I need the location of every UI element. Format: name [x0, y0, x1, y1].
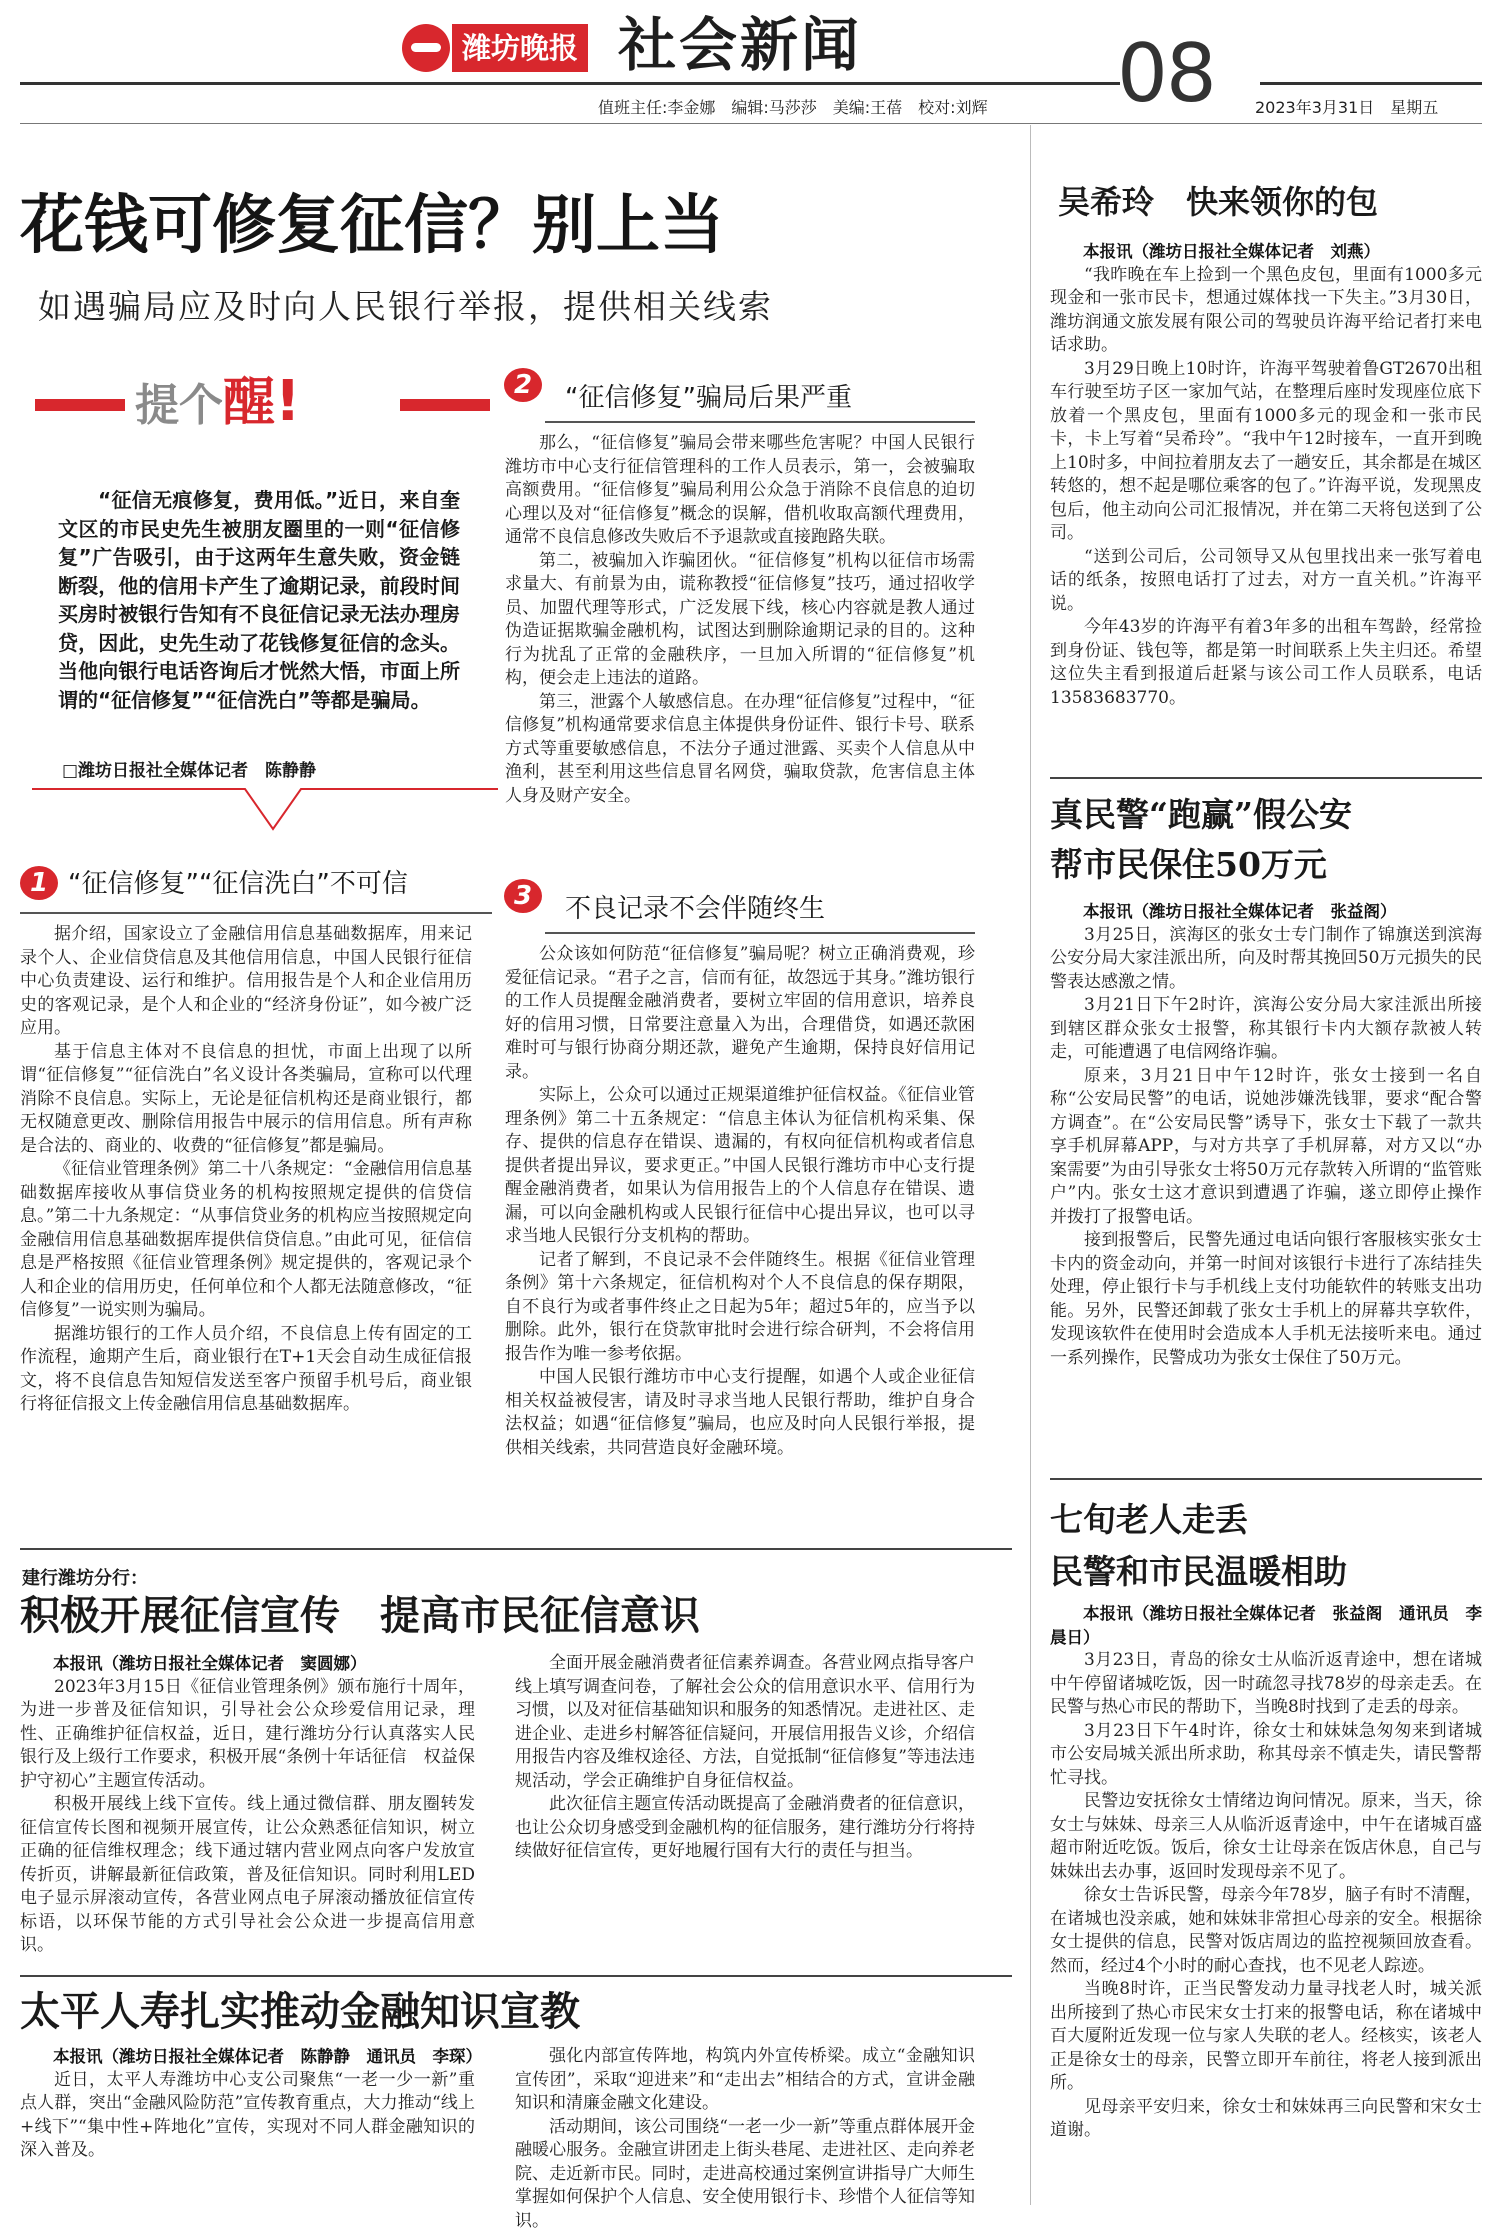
wu-byline: 本报讯（潍坊日报社全媒体记者 刘燕） [1050, 240, 1482, 264]
paragraph: 3月29日晚上10时许，许海平驾驶着鲁GT2670出租车行驶至坊子区一家加气站，在整理后座时发现座位底下放着一个黑皮包，里面有1000多元的现金和一张市民卡，卡上写着“吴希玲”。“我中午12时接车，一直开到晚上10时多，中间拉着朋友去了一趟安丘，其余都是在城区转悠的，想不起是哪位乘客的包了。”许海平说，发现黑皮包后，他主动向公司汇报情况，并在第二天将包送到了公司。 [1050, 358, 1482, 546]
issue-date: 2023年3月31日 星期五 [1255, 95, 1438, 118]
paragraph: 实际上，公众可以通过正规渠道维护征信权益。《征信业管理条例》第二十五条规定：“信息主体认为征信机构采集、保存、提供的信息存在错误、遗漏的，有权向征信机构或者信息提供者提出异议，要求更正。”中国人民银行潍坊市中心支行提醒金融消费者，如果认为信用报告上的个人信息存在错误、遗漏，可以向金融机构或人民银行征信中心提出异议，也可以寻求当地人民银行分支机构的帮助。 [505, 1084, 975, 1249]
paragraph: 强化内部宣传阵地，构筑内外宣传桥梁。成立“金融知识宣传团”，采取“迎进来”和“走出去”相结合的方式，宣讲金融知识和清廉金融文化建设。 [515, 2045, 975, 2116]
paragraph: 据潍坊银行的工作人员介绍，不良信息上传有固定的工作流程，逾期产生后，商业银行在T+1天会自动生成征信报文，将不良信息告知短信发送至客户预留手机号后，商业银行将征信报文上传金融信用信息基础数据库。 [20, 1323, 472, 1417]
staff-line: 值班主任:李金娜 编辑:马莎莎 美编:王蓓 校对:刘辉 [598, 95, 988, 118]
taiping-body-col-1 [20, 2045, 475, 2209]
column-divider [1030, 125, 1031, 2205]
reminder-mark: ! [275, 369, 301, 434]
paragraph: 基于信息主体对不良信息的担忧，市面上出现了以所谓“征信修复”“征信洗白”名义设计各类骗局，宣称可以代理消除不良信息。实际上，无论是征信机构还是商业银行，都无权随意更改、删除信用报告中展示的信用信息。所有声称是合法的、商业的、收费的“征信修复”都是骗局。 [20, 1041, 472, 1159]
paragraph: “我昨晚在车上捡到一个黑色皮包，里面有1000多元现金和一张市民卡，想通过媒体找一下失主。”3月30日，潍坊润通文旅发展有限公司的驾驶员许海平给记者打来电话求助。 [1050, 264, 1482, 358]
paragraph: 公众该如何防范“征信修复”骗局呢？树立正确消费观，珍爱征信记录。“君子之言，信而有征，故怨远于其身。”潍坊银行的工作人员提醒金融消费者，要树立牢固的信用意识，培养良好的信用习惯，日常要注意量入为出，合理借贷，如遇还款困难时可与银行协商分期还款，避免产生逾期，保持良好信用记录。 [505, 943, 975, 1084]
paragraph: 那么，“征信修复”骗局会带来哪些危害呢？中国人民银行潍坊市中心支行征信管理科的工作人员表示，第一，会被骗取高额费用。“征信修复”骗局利用公众急于消除不良信息的迫切心理以及对“征信修复”概念的误解，借机收取高额代理费用，通常不良信息修改失败后不予退款或直接跑路失联。 [505, 432, 975, 550]
taiping-byline: 本报讯（潍坊日报社全媒体记者 陈静静 通讯员 李琛） [20, 2045, 475, 2069]
lead-headline: 花钱可修复征信？别上当 [20, 186, 724, 266]
taiping-body-col-2 [515, 2045, 975, 2209]
section-title: 社会新闻 [618, 10, 862, 80]
paragraph: 积极开展线上线下宣传。线上通过微信群、朋友圈转发征信宣传长图和视频开展宣传，让公众熟悉征信知识，树立正确的征信维权理念；线下通过辖内营业网点向客户发放宣传折页，讲解最新征信政策，普及征信知识。同时利用LED电子显示屏滚动宣传，各营业网点电子屏滚动播放征信宣传标语，以环保节能的方式引导社会公众进一步提高信用意识。 [20, 1793, 475, 1958]
paragraph: 接到报警后，民警先通过电话向银行客服核实张女士卡内的资金动向，并第一时间对该银行卡进行了冻结挂失处理，停止银行卡与手机线上支付功能软件的转账支出功能。另外，民警还卸载了张女士手机上的屏幕共享软件，发现该软件在使用时会造成本人手机无法接听来电。通过一系列操作，民警成功为张女士保住了50万元。 [1050, 1229, 1482, 1370]
wu-headline: 吴希玲 快来领你的包 [1058, 180, 1378, 224]
paragraph: 3月23日，青岛的徐女士从临沂返青途中，想在诸城中午停留诸城吃饭，因一时疏忽寻找78岁的母亲走丢。在民警与热心市民的帮助下，当晚8时找到了走丢的母亲。 [1050, 1649, 1482, 1720]
paragraph: 中国人民银行潍坊市中心支行提醒，如遇个人或企业征信相关权益被侵害，请及时寻求当地人民银行帮助，维护自身合法权益；如遇“征信修复”骗局，也应及时向人民银行举报，提供相关线索，共同营造良好金融环境。 [505, 1366, 975, 1460]
reminder-bar-left [35, 399, 125, 411]
jianhang-body-col-1 [20, 1652, 475, 1978]
section-3-number: 3 [504, 879, 542, 913]
article-divider [1050, 1478, 1482, 1480]
paragraph: 2023年3月15日《征信业管理条例》颁布施行十周年，为进一步普及征信知识，引导社会公众珍爱信用记录，理性、正确维护征信权益，近日，建行潍坊分行认真落实人民银行及上级行工作要求，积极开展“条例十年话征信 权益保护守初心”主题宣传活动。 [20, 1676, 475, 1794]
article-divider [1050, 777, 1482, 779]
paragraph: 3月23日下午4时许，徐女士和妹妹急匆匆来到诸城市公安局城关派出所求助，称其母亲不慎走失，请民警帮忙寻找。 [1050, 1720, 1482, 1791]
paragraph: “送到公司后，公司领导又从包里找出来一张写着电话的纸条，按照电话打了过去，对方一直关机。”许海平说。 [1050, 546, 1482, 617]
brand-name: 潍坊晚报 [452, 24, 588, 72]
police-headline-line-2: 帮市民保住50万元 [1050, 840, 1327, 890]
section-2-body [505, 432, 975, 860]
paragraph: 据介绍，国家设立了金融信用信息基础数据库，用来记录个人、企业信贷信息及其他信用信息，中国人民银行征信中心负责建设、运行和维护。信用报告是个人和企业信用历史的客观记录，是个人和企业的“经济身份证”，如今被广泛应用。 [20, 923, 472, 1041]
paragraph: 第三，泄露个人敏感信息。在办理“征信修复”过程中，“征信修复”机构通常要求信息主体提供身份证件、银行卡号、联系方式等重要敏感信息，不法分子通过泄露、买卖个人信息从中渔利，甚至利用这些信息冒名网贷，骗取贷款，危害信息主体人身及财产安全。 [505, 691, 975, 809]
lead-reporter: □潍坊日报社全媒体记者 陈静静 [62, 756, 316, 781]
paragraph: 今年43岁的许海平有着3年多的出租车驾龄，经常捡到身份证、钱包等，都是第一时间联系上失主归还。希望这位失主看到报道后赶紧与该公司工作人员联系，电话13583683770。 [1050, 616, 1482, 710]
section-1-number: 1 [20, 866, 58, 900]
section-2-number: 2 [504, 368, 542, 402]
jianhang-headline: 积极开展征信宣传 提高市民征信意识 [20, 1589, 700, 1643]
paragraph: 近日，太平人寿潍坊中心支公司聚焦“一老一少一新”重点人群，突出“金融风险防范”宣传教育重点，大力推动“线上+线下”“集中性+阵地化”宣传，实现对不同人群金融知识的深入普及。 [20, 2069, 475, 2163]
reminder-label-1: 提个 [135, 380, 223, 431]
section-3-rule [545, 932, 975, 934]
reminder-box-pointer [30, 785, 500, 835]
lead-subheadline: 如遇骗局应及时向人民银行举报，提供相关线索 [38, 285, 773, 329]
paragraph: 记者了解到，不良记录不会伴随终生。根据《征信业管理条例》第十六条规定，征信机构对个人不良信息的保存期限，自不良行为或者事件终止之日起为5年；超过5年的，应当予以删除。此外，银行在贷款审批时会进行综合研判，不会将信用报告作为唯一参考依据。 [505, 1249, 975, 1367]
masthead-rule-right [1260, 82, 1482, 85]
wu-body [1050, 240, 1482, 798]
jianhang-body-col-2 [515, 1652, 975, 1978]
section-3-title: 不良记录不会伴随终生 [565, 891, 825, 927]
elder-headline-line-2: 民警和市民温暖相助 [1050, 1547, 1347, 1597]
section-1-rule [20, 912, 492, 914]
masthead-bottom-rule [20, 123, 1482, 124]
paragraph: 徐女士告诉民警，母亲今年78岁，脑子有时不清醒，在诸城也没亲戚，她和妹妹非常担心母亲的安全。根据徐女士提供的信息，民警对饭店周边的监控视频回放查看。然而，经过4个小时的耐心查找，也不见老人踪迹。 [1050, 1884, 1482, 1978]
section-3-body [505, 943, 975, 1513]
police-byline: 本报讯（潍坊日报社全媒体记者 张益阁） [1050, 900, 1482, 924]
paragraph: 活动期间，该公司围绕“一老一少一新”等重点群体展开金融暖心服务。金融宣讲团走上街头巷尾、走进社区、走向养老院、走近新市民。同时，走进高校通过案例宣讲指导广大师生掌握如何保护个人信息、安全使用银行卡、珍惜个人征信等知识。 [515, 2116, 975, 2233]
elder-byline: 本报讯（潍坊日报社全媒体记者 张益阁 通讯员 李晨日） [1050, 1602, 1482, 1649]
paragraph: 此次征信主题宣传活动既提高了金融消费者的征信意识，也让公众切身感受到金融机构的征信服务，建行潍坊分行将持续做好征信宣传，更好地履行国有大行的责任与担当。 [515, 1793, 975, 1864]
section-1-title: “征信修复”“征信洗白”不可信 [68, 866, 408, 902]
jianhang-byline: 本报讯（潍坊日报社全媒体记者 窦圆娜） [20, 1652, 475, 1676]
article-divider [20, 1548, 1012, 1550]
reminder-text: “征信无痕修复，费用低。”近日，来自奎文区的市民史先生被朋友圈里的一则“征信修复”广告吸引，由于这两年生意失败，资金链断裂，他的信用卡产生了逾期记录，前段时间买房时被银行告知有不良征信记录无法办理房贷，因此，史先生动了花钱修复征信的念头。当他向银行电话咨询后才恍然大悟，市面上所谓的“征信修复”“征信洗白”等都是骗局。 [58, 486, 460, 714]
paragraph: 3月25日，滨海区的张女士专门制作了锦旗送到滨海公安分局大家洼派出所，向及时帮其挽回50万元损失的民警表达感激之情。 [1050, 924, 1482, 995]
reminder-label-2: 醒 [223, 373, 275, 433]
paragraph: 《征信业管理条例》第二十八条规定：“金融信用信息基础数据库接收从事信贷业务的机构按照规定提供的信贷信息。”第二十九条规定：“从事信贷业务的机构应当按照规定向金融信用信息基础数据库提供信贷信息。”由此可见，征信信息是严格按照《征信业管理条例》规定提供的，客观记录个人和企业的信用历史，任何单位和个人都无法随意修改，“征信修复”一说实则为骗局。 [20, 1158, 472, 1323]
masthead-rule [20, 82, 1120, 85]
paragraph: 全面开展金融消费者征信素养调查。各营业网点指导客户线上填写调查问卷，了解社会公众的信用意识水平、信用行为习惯，以及对征信基础知识和服务的知悉情况。走进社区、走进企业、走进乡村解答征信疑问，开展信用报告义诊，介绍信用报告内容及维权途径、方法，自觉抵制“征信修复”等违法违规活动，学会正确维护自身征信权益。 [515, 1652, 975, 1793]
section-2-title: “征信修复”骗局后果严重 [565, 380, 852, 416]
brand-logo-icon [402, 24, 450, 72]
reminder-label [135, 372, 301, 436]
jianhang-kicker: 建行潍坊分行： [22, 1564, 148, 1590]
elder-body [1050, 1602, 1482, 2208]
section-2-rule [545, 421, 975, 423]
paragraph: 原来，3月21日中午12时许，张女士接到一名自称“公安局民警”的电话，说她涉嫌洗钱罪，要求“配合警方调查”。在“公安局民警”诱导下，张女士下载了一款共享手机屏幕APP，与对方共享了手机屏幕，对方又以“办案需要”为由引导张女士将50万元存款转入所谓的“监管账户”内。张女士这才意识到遭遇了诈骗，遂立即停止操作并拨打了报警电话。 [1050, 1065, 1482, 1230]
reminder-bar-right [400, 399, 490, 411]
elder-headline-line-1: 七旬老人走丢 [1050, 1495, 1248, 1545]
page-number: 08 [1117, 22, 1215, 126]
paragraph: 第二，被骗加入诈骗团伙。“征信修复”机构以征信市场需求量大、有前景为由，谎称教授“征信修复”技巧，通过招收学员、加盟代理等形式，广泛发展下线，核心内容就是教人通过伪造证据欺骗金融机构，试图达到删除逾期记录的目的。这种行为扰乱了正常的金融秩序，一旦加入所谓的“征信修复”机构，便会走上违法的道路。 [505, 550, 975, 691]
taiping-headline: 太平人寿扎实推动金融知识宣教 [20, 1985, 580, 2039]
paragraph: 民警边安抚徐女士情绪边询问情况。原来，当天，徐女士与妹妹、母亲三人从临沂返青途中，中午在诸城百盛超市附近吃饭。饭后，徐女士让母亲在饭店休息，自己与妹妹出去办事，返回时发现母亲不见了。 [1050, 1790, 1482, 1884]
paragraph: 3月21日下午2时许，滨海公安分局大家洼派出所接到辖区群众张女士报警，称其银行卡内大额存款被人转走，可能遭遇了电信网络诈骗。 [1050, 994, 1482, 1065]
paragraph: 见母亲平安归来，徐女士和妹妹再三向民警和宋女士道谢。 [1050, 2096, 1482, 2143]
article-divider [20, 1975, 1012, 1977]
paragraph: 当晚8时许，正当民警发动力量寻找老人时，城关派出所接到了热心市民宋女士打来的报警电话，称在诸城中百大厦附近发现一位与家人失联的老人。经核实，该老人正是徐女士的母亲，民警立即开车前往，将老人接到派出所。 [1050, 1978, 1482, 2096]
police-headline-line-1: 真民警“跑赢”假公安 [1050, 790, 1352, 840]
police-body [1050, 900, 1482, 1460]
section-1-body [20, 923, 472, 1513]
